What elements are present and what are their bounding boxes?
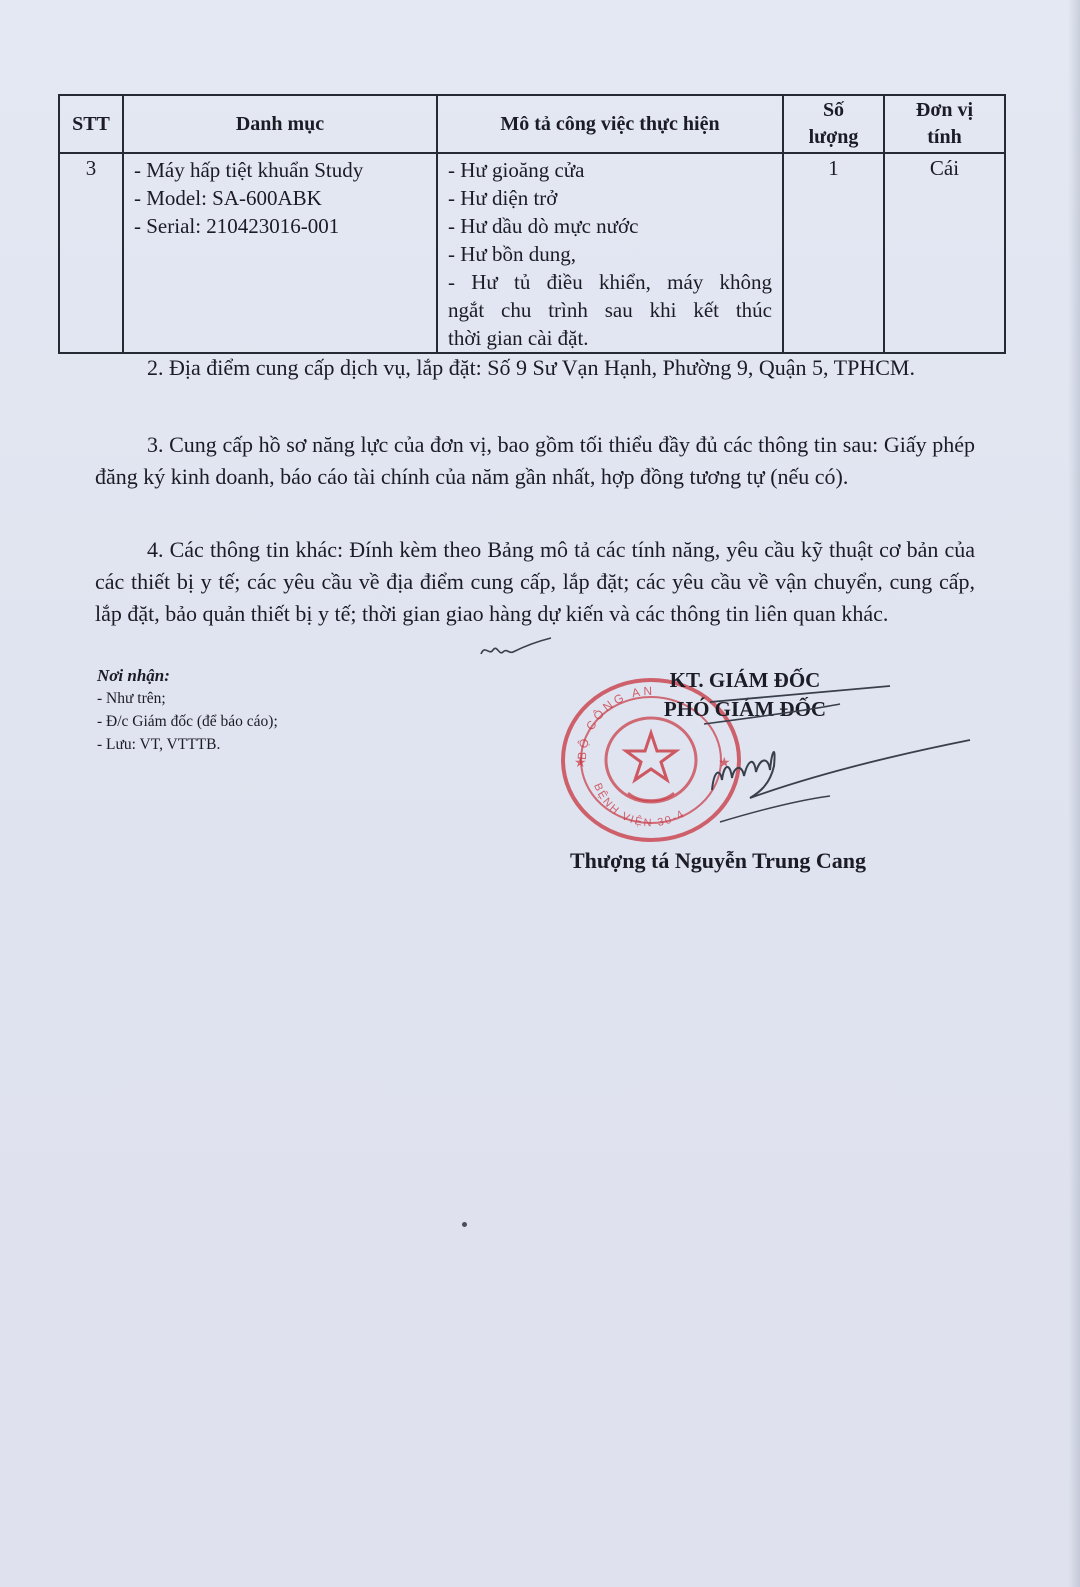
recipient-line: - Lưu: VT, VTTTB. xyxy=(97,736,221,753)
cell-mo-ta xyxy=(437,153,783,353)
mo-ta-line: thời gian cài đặt. xyxy=(448,326,589,350)
danh-muc-line: - Serial: 210423016-001 xyxy=(134,214,340,238)
recipient-line: - Đ/c Giám đốc (để báo cáo); xyxy=(97,713,278,730)
initial-mark xyxy=(475,630,555,666)
header-danh-muc: Danh mục xyxy=(123,95,437,153)
stamp-text-bottom: BỆNH VIỆN 30-4 xyxy=(591,781,688,830)
item-table xyxy=(58,94,1006,354)
paragraph-ho-so-nang-luc: 3. Cung cấp hồ sơ năng lực của đơn vị, bao gồm tối thiểu đầy đủ các thông tin sau: Giấy phép đăng ký kinh doanh, báo cáo tài chính của năm gần nhất, hợp đồng tương tự (nếu có). xyxy=(95,432,975,489)
mo-ta-line: - Hư dầu dò mực nước xyxy=(448,214,639,238)
header-stt: STT xyxy=(59,95,123,153)
mo-ta-line: - Hư tủ điều khiển, máy không xyxy=(448,270,772,294)
paragraph-dia-diem: 2. Địa điểm cung cấp dịch vụ, lắp đặt: Số 9 Sư Vạn Hạnh, Phường 9, Quận 5, TPHCM. xyxy=(147,355,915,380)
header-don-vi-line1: Đơn vị xyxy=(915,99,974,121)
mo-ta-line: - Hư gioăng cửa xyxy=(448,158,585,182)
cell-stt: 3 xyxy=(59,153,123,353)
header-mo-ta: Mô tả công việc thực hiện xyxy=(437,95,783,153)
svg-text:BỆNH VIỆN 30-4 xyxy=(591,782,688,830)
danh-muc-line: - Model: SA-600ABK xyxy=(134,186,322,210)
svg-text:BỘ CÔNG AN xyxy=(575,684,655,760)
header-so-luong-line2: lượng xyxy=(808,126,859,148)
mo-ta-line: ngắt chu trình sau khi kết thúc xyxy=(448,298,772,322)
header-so-luong-line1: Số xyxy=(822,99,845,121)
signature-title-line1: KT. GIÁM ĐỐC xyxy=(669,668,821,692)
table-header-row xyxy=(59,95,1005,153)
cell-so-luong: 1 xyxy=(783,153,884,353)
mo-ta-line: - Hư bồn dung, xyxy=(448,242,577,266)
svg-text:★: ★ xyxy=(574,756,587,771)
page-edge-shadow xyxy=(1068,0,1080,1587)
danh-muc-line: - Máy hấp tiệt khuẩn Study xyxy=(134,158,364,182)
signer-name: Thượng tá Nguyễn Trung Cang xyxy=(570,848,866,873)
paragraph-thong-tin-khac: 4. Các thông tin khác: Đính kèm theo Bảng mô tả các tính năng, yêu cầu kỹ thuật cơ bản của các thiết bị y tế; các yêu cầu về địa điểm cung cấp, lắp đặt; các yêu cầu về vận chuyển, cung cấp, lắp đặt, bảo quản thiết bị y tế; thời gian giao hàng dự kiến và các thông tin liên quan khác. xyxy=(95,537,975,626)
recipients-block xyxy=(97,664,278,756)
table-row xyxy=(59,153,1005,353)
handwritten-signature xyxy=(690,680,990,850)
paper-speck xyxy=(462,1222,467,1227)
stamp-text-top: BỘ CÔNG AN xyxy=(574,683,656,761)
recipient-line: - Như trên; xyxy=(97,690,166,707)
svg-text:★: ★ xyxy=(718,756,731,771)
header-don-vi xyxy=(884,95,1005,153)
cell-don-vi: Cái xyxy=(884,153,1005,353)
mo-ta-line: - Hư diện trở xyxy=(448,186,558,210)
signature-title-line2: PHÓ GIÁM ĐỐC xyxy=(663,697,827,721)
cell-danh-muc xyxy=(123,153,437,353)
header-so-luong xyxy=(783,95,884,153)
recipients-title: Nơi nhận: xyxy=(97,666,170,685)
header-don-vi-line2: tính xyxy=(927,126,962,148)
